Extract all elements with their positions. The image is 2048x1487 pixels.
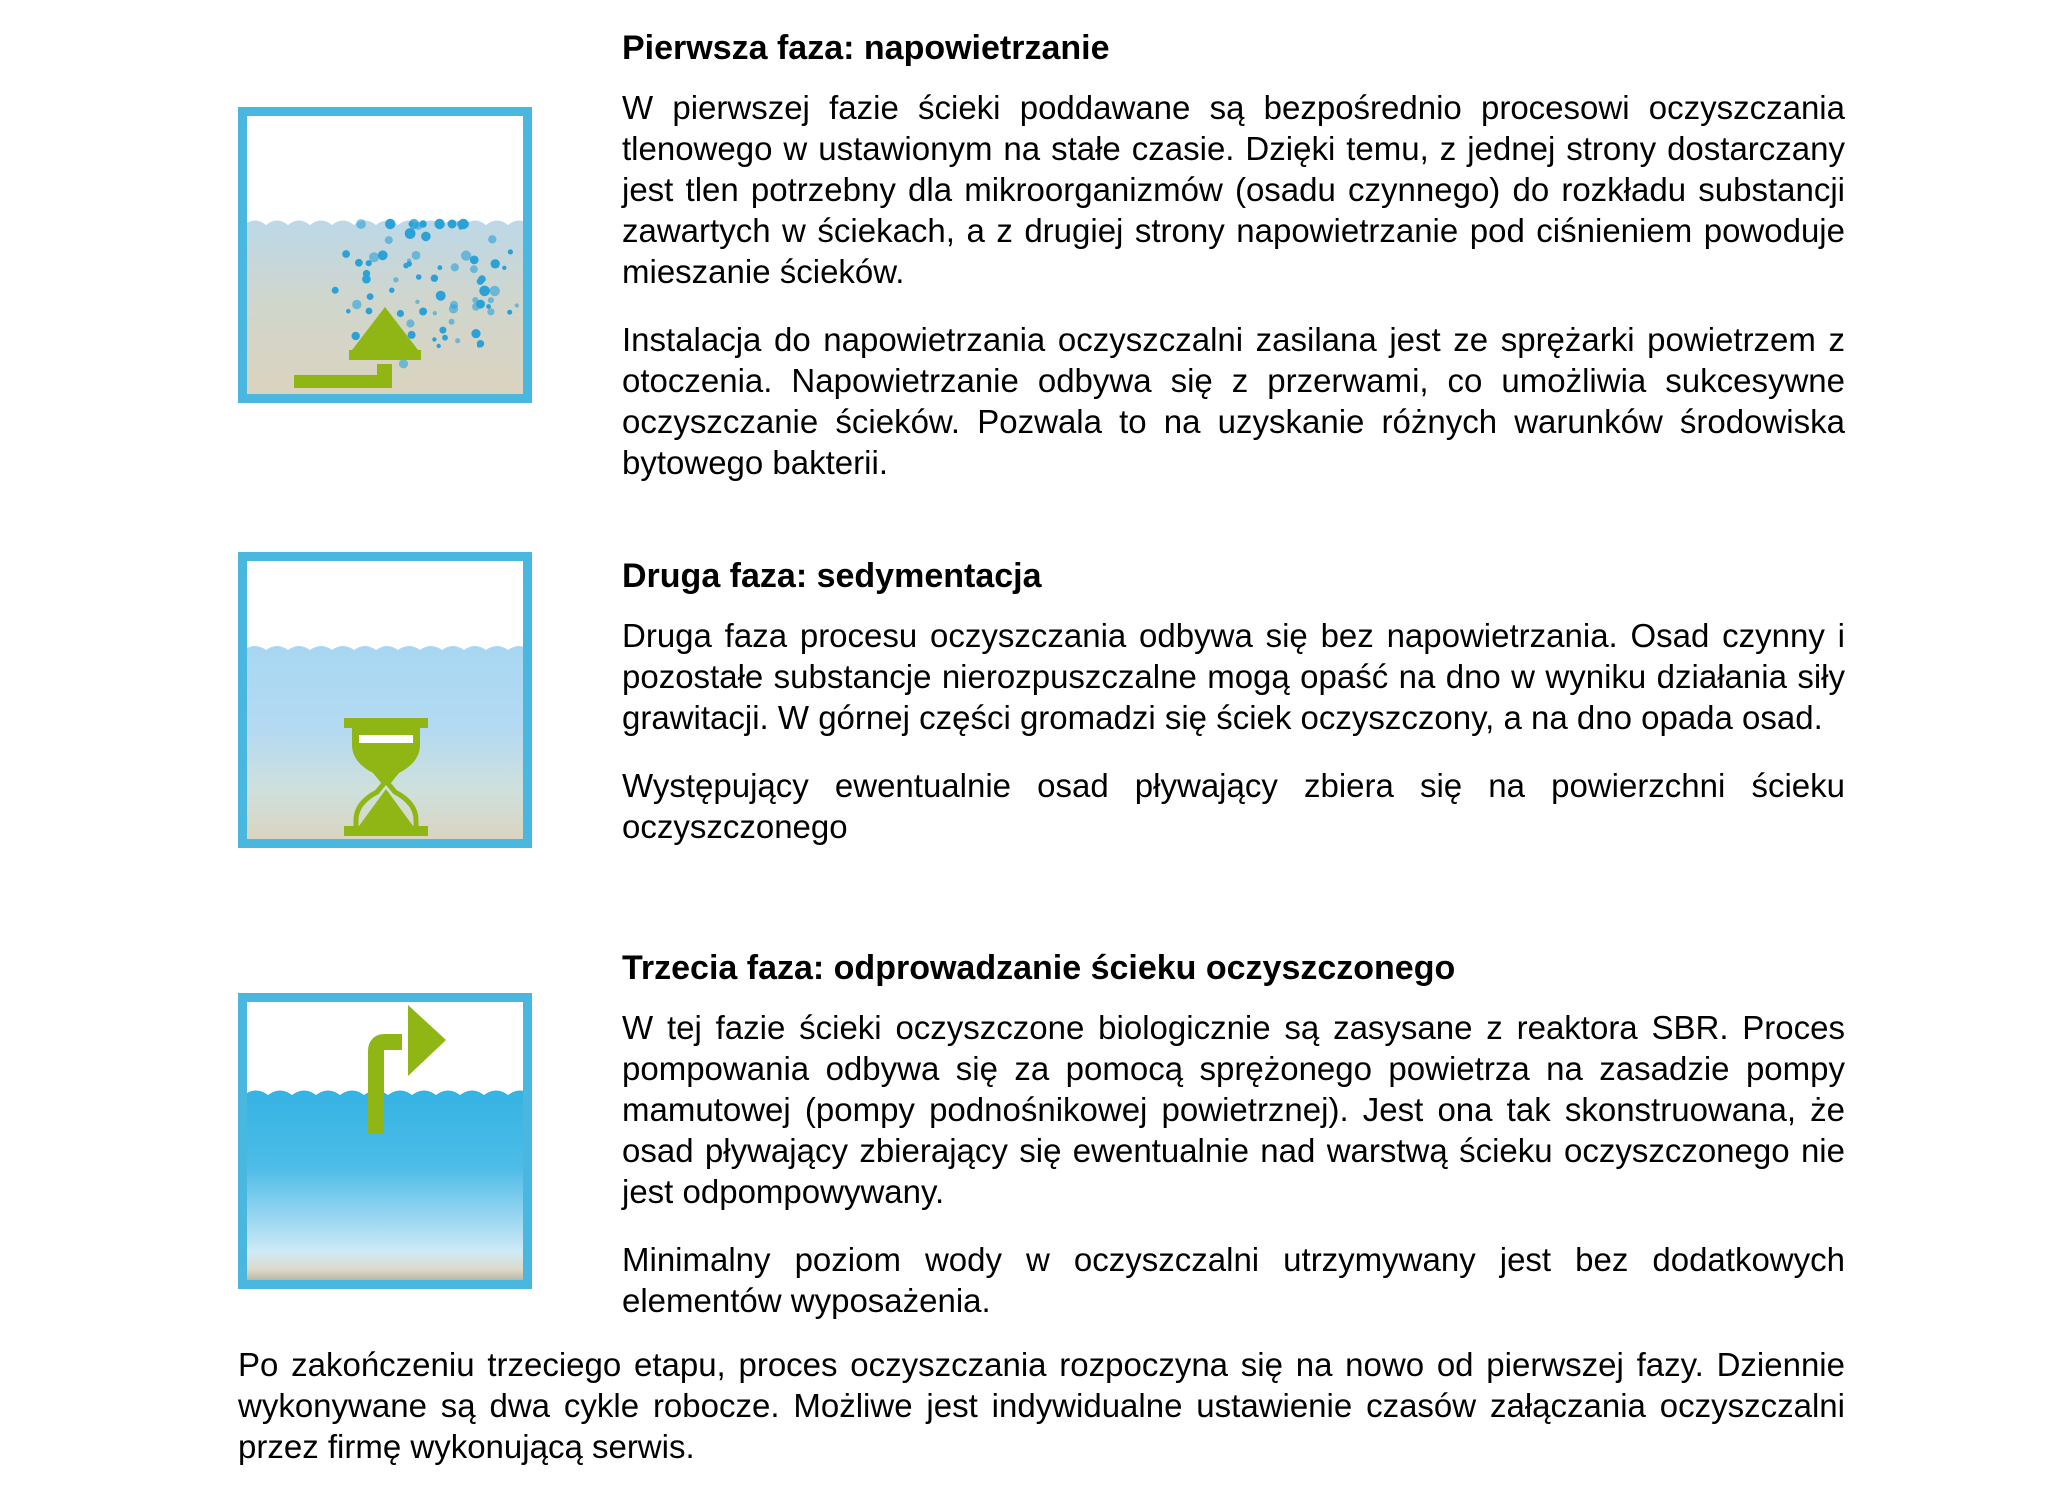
phase2-sedimentation-tank-figure xyxy=(238,552,532,848)
phase3-paragraph-1: W tej fazie ścieki oczyszczone biologicznie są zasysane z reaktora SBR. Proces pompowania odbywa się za pomocą sprężonego powietrza na zasadzie pompy mamutowej (pompy podnośnikowej powietrznej). Jest ona tak skonstruowana, że osad pływający zbierający się ewentualnie nad warstwą ścieku oczyszczonego nie jest odpompowywany. xyxy=(622,1009,1845,1210)
closing-paragraph-container xyxy=(238,1344,1845,1467)
phase3-heading: Trzecia faza: odprowadzanie ścieku oczyszczonego xyxy=(622,949,1456,987)
phase2-paragraph-1: Druga faza procesu oczyszczania odbywa się bez napowietrzania. Osad czynny i pozostałe substancje nierozpuszczalne mogą opaść na dno w wyniku działania siły grawitacji. W górnej części gromadzi się ściek oczyszczony, a na dno opada osad. xyxy=(622,617,1845,736)
phase1-heading: Pierwsza faza: napowietrzanie xyxy=(622,29,1110,67)
phase2-heading: Druga faza: sedymentacja xyxy=(622,557,1042,595)
phase3-section xyxy=(622,946,1845,1321)
phase2-section xyxy=(622,554,1845,847)
phase3-paragraph-2: Minimalny poziom wody w oczyszczalni utrzymywany jest bez dodatkowych elementów wyposażenia. xyxy=(622,1241,1845,1319)
phase3-discharge-tank-figure xyxy=(238,993,532,1289)
phase1-aeration-tank-figure xyxy=(238,107,532,403)
closing-paragraph: Po zakończeniu trzeciego etapu, proces oczyszczania rozpoczyna się na nowo od pierwszej fazy. Dziennie wykonywane są dwa cykle robocze. Możliwe jest indywidualne ustawienie czasów załączania oczyszczalni przez firmę wykonującą serwis. xyxy=(238,1346,1845,1465)
phase1-paragraph-2: Instalacja do napowietrzania oczyszczalni zasilana jest ze sprężarki powietrzem z otoczenia. Napowietrzanie odbywa się z przerwami, co umożliwia sukcesywne oczyszczanie ścieków. Pozwala to na uzyskanie różnych warunków środowiska bytowego bakterii. xyxy=(622,321,1845,481)
phase1-section xyxy=(622,26,1845,483)
phase1-paragraph-1: W pierwszej fazie ścieki poddawane są bezpośrednio procesowi oczyszczania tlenowego w ustawionym na stałe czasie. Dzięki temu, z jednej strony dostarczany jest tlen potrzebny dla mikroorganizmów (osadu czynnego) do rozkładu substancji zawartych w ściekach, a z drugiej strony napowietrzanie pod ciśnieniem powoduje mieszanie ścieków. xyxy=(622,89,1845,290)
water-surface xyxy=(244,1091,532,1284)
phase2-paragraph-2: Występujący ewentualnie osad pływający zbiera się na powierzchni ścieku oczyszczonego xyxy=(622,767,1845,845)
